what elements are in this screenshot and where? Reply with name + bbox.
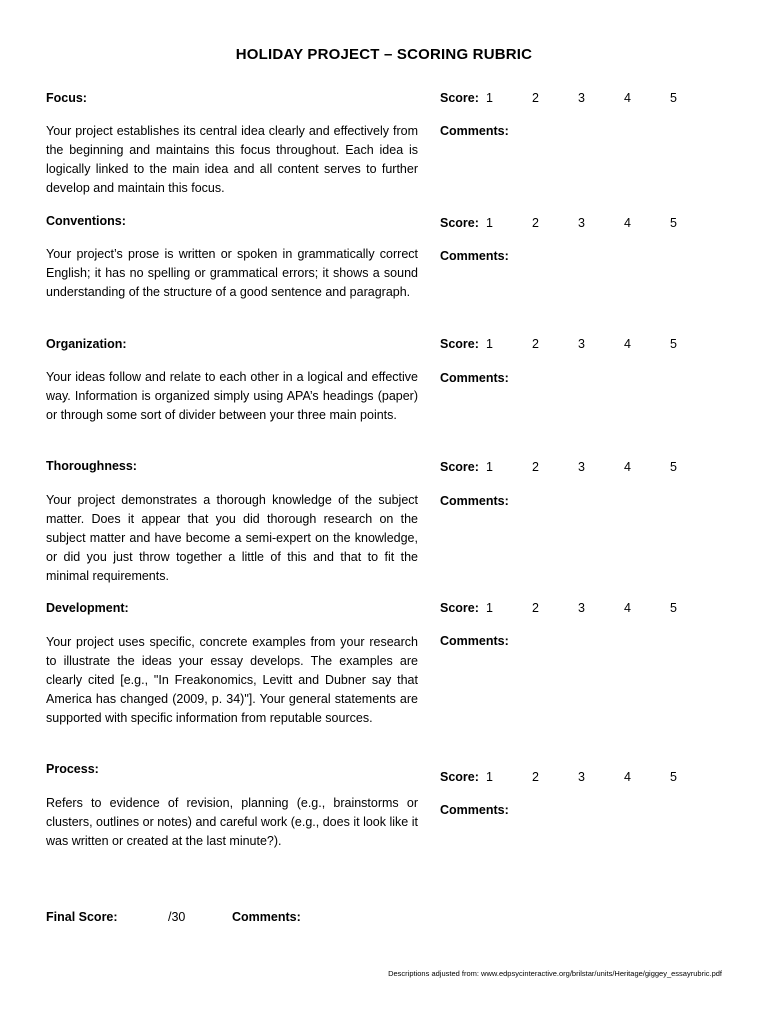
score-option-3[interactable]: 3 xyxy=(578,337,585,351)
final-score-total: /30 xyxy=(168,910,186,924)
source-note: Descriptions adjusted from: www.edpsycinteractive.org/brilstar/units/Heritage/giggey_essayrubric.pdf xyxy=(388,969,722,978)
score-option-5[interactable]: 5 xyxy=(670,216,677,230)
score-option-3[interactable]: 3 xyxy=(578,460,585,474)
score-option-3[interactable]: 3 xyxy=(578,91,585,105)
comments-label: Comments: xyxy=(440,634,509,648)
page-title: HOLIDAY PROJECT – SCORING RUBRIC xyxy=(235,46,533,63)
score-option-4[interactable]: 4 xyxy=(624,770,631,784)
section-heading: Development: xyxy=(46,601,129,615)
section-description: Refers to evidence of revision, planning (e.g., brainstorms or clusters, outlines or notes) and careful work (e.g., does it look like it was written or created at the last minute?). xyxy=(46,796,418,848)
comments-label: Comments: xyxy=(440,494,509,508)
score-option-4[interactable]: 4 xyxy=(624,91,631,105)
score-option-5[interactable]: 5 xyxy=(670,460,677,474)
section-heading: Organization: xyxy=(46,337,127,351)
score-row xyxy=(440,337,740,357)
comments-label: Comments: xyxy=(440,803,509,817)
final-score-row xyxy=(46,910,646,930)
comments-label: Comments: xyxy=(440,124,509,138)
section-description: Your ideas follow and relate to each other in a logical and effective way. Information is organized simply using APA’s headings (paper) or through some sort of divider between your three main points. xyxy=(46,370,418,422)
score-option-2[interactable]: 2 xyxy=(532,601,539,615)
final-comments-label: Comments: xyxy=(232,910,301,924)
score-option-1[interactable]: 1 xyxy=(486,601,493,615)
score-option-1[interactable]: 1 xyxy=(486,460,493,474)
section-description: Your project’s prose is written or spoken in grammatically correct English; it has no spelling or grammatical errors; it shows a sound understanding of the structure of a good sentence and paragraph. xyxy=(46,247,418,299)
section-description: Your project establishes its central idea clearly and effectively from the beginning and maintains this focus throughout. Each idea is logically linked to the main idea and all content serves to further develop and maintain this focus. xyxy=(46,124,418,195)
score-option-4[interactable]: 4 xyxy=(624,337,631,351)
comments-label: Comments: xyxy=(440,249,509,263)
score-row xyxy=(440,601,740,621)
score-label: Score: xyxy=(440,337,479,351)
section-heading: Conventions: xyxy=(46,214,126,228)
score-option-1[interactable]: 1 xyxy=(486,770,493,784)
score-option-3[interactable]: 3 xyxy=(578,216,585,230)
score-row xyxy=(440,460,740,480)
score-label: Score: xyxy=(440,460,479,474)
score-label: Score: xyxy=(440,601,479,615)
section-description: Your project uses specific, concrete examples from your research to illustrate the ideas your essay develops. The examples are clearly cited [e.g., "In Freakonomics, Levitt and Dubner say that America has changed (2009, p. 34)"]. Your general statements are supported with specific information from reputable sources. xyxy=(46,635,418,725)
score-option-4[interactable]: 4 xyxy=(624,216,631,230)
score-option-5[interactable]: 5 xyxy=(670,91,677,105)
score-row xyxy=(440,216,740,236)
score-option-2[interactable]: 2 xyxy=(532,460,539,474)
score-row xyxy=(440,91,740,111)
score-option-4[interactable]: 4 xyxy=(624,460,631,474)
score-option-5[interactable]: 5 xyxy=(670,770,677,784)
score-option-1[interactable]: 1 xyxy=(486,337,493,351)
score-option-2[interactable]: 2 xyxy=(532,216,539,230)
score-label: Score: xyxy=(440,91,479,105)
score-row xyxy=(440,770,740,790)
score-option-2[interactable]: 2 xyxy=(532,337,539,351)
score-option-1[interactable]: 1 xyxy=(486,91,493,105)
score-option-2[interactable]: 2 xyxy=(532,91,539,105)
section-heading: Process: xyxy=(46,762,99,776)
score-option-3[interactable]: 3 xyxy=(578,770,585,784)
final-score-label: Final Score: xyxy=(46,910,118,924)
score-option-2[interactable]: 2 xyxy=(532,770,539,784)
score-option-5[interactable]: 5 xyxy=(670,337,677,351)
score-label: Score: xyxy=(440,770,479,784)
score-option-3[interactable]: 3 xyxy=(578,601,585,615)
section-heading: Thoroughness: xyxy=(46,459,137,473)
section-description: Your project demonstrates a thorough knowledge of the subject matter. Does it appear that you did thorough research on the subject matter and have become a semi-expert on the knowledge, or did you just throw together a little of this and that to fit the minimal requirements. xyxy=(46,493,418,583)
score-option-4[interactable]: 4 xyxy=(624,601,631,615)
score-label: Score: xyxy=(440,216,479,230)
comments-label: Comments: xyxy=(440,371,509,385)
score-option-1[interactable]: 1 xyxy=(486,216,493,230)
section-heading: Focus: xyxy=(46,91,87,105)
score-option-5[interactable]: 5 xyxy=(670,601,677,615)
